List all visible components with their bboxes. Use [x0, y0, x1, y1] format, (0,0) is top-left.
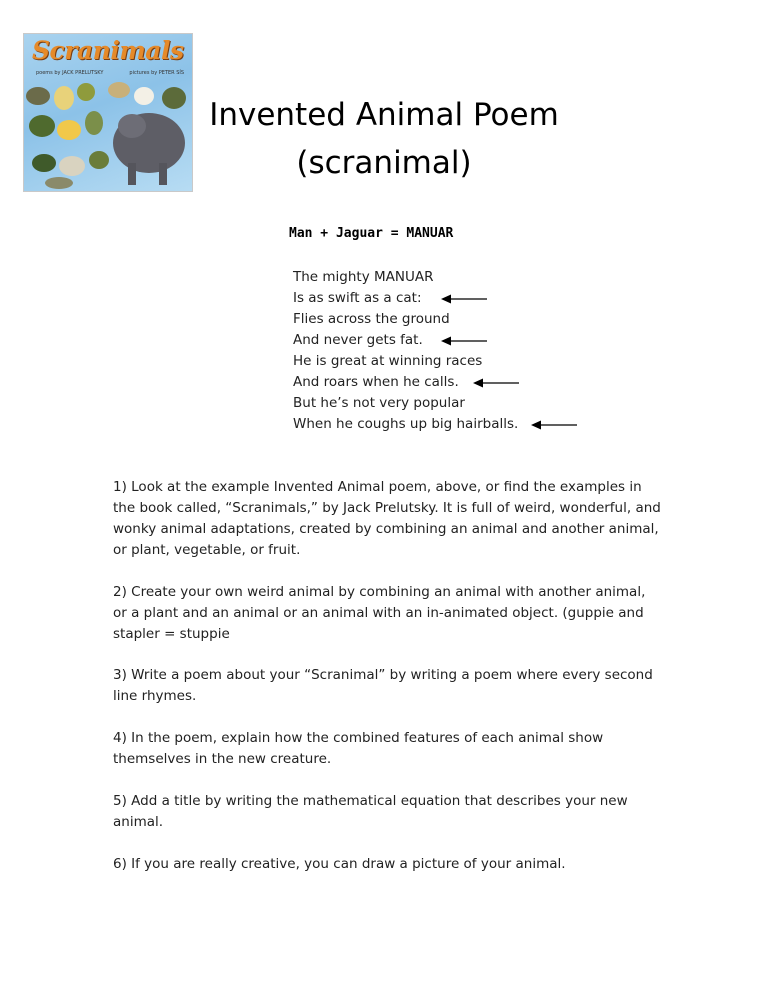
- instruction-step-4: 4) In the poem, explain how the combined features of each animal show themselves in the new creature.: [113, 730, 604, 767]
- poem-line-text: He is great at winning races: [293, 353, 483, 369]
- left-arrow-icon: [441, 294, 487, 304]
- page-subtitle: (scranimal): [296, 145, 472, 181]
- poem-line-text: And roars when he calls.: [293, 374, 459, 390]
- poem-line: [293, 289, 518, 310]
- book-cover-title: Scranimals: [32, 36, 184, 65]
- poem-line: [293, 268, 518, 289]
- instruction-step-5: 5) Add a title by writing the mathematical equation that describes your new animal.: [113, 793, 628, 830]
- poem-line: [293, 331, 518, 352]
- poem-line: [293, 415, 518, 436]
- example-poem: [293, 268, 518, 436]
- cover-illustrator-credit: pictures by PETER SÍS: [129, 70, 185, 76]
- poem-line-text: When he coughs up big hairballs.: [293, 416, 519, 432]
- left-arrow-icon: [441, 336, 487, 346]
- poem-line-text: Flies across the ground: [293, 311, 450, 327]
- left-arrow-icon: [473, 378, 519, 388]
- page-title: Invented Animal Poem: [209, 97, 559, 133]
- poem-line-text: The mighty MANUAR: [293, 269, 434, 285]
- instruction-step-3: 3) Write a poem about your “Scranimal” by writing a poem where every second line rhymes.: [113, 667, 653, 704]
- instruction-step-6: 6) If you are really creative, you can draw a picture of your animal.: [113, 856, 566, 872]
- instruction-step-1: 1) Look at the example Invented Animal poem, above, or find the examples in the book called, “Scranimals,” by Jack Prelutsky. It is full of weird, wonderful, and wonky animal adaptations, created by combining an animal and another animal, or plant, vegetable, or fruit.: [113, 479, 661, 558]
- poem-line: [293, 394, 518, 415]
- poem-title-equation: Man + Jaguar = MANUAR: [289, 226, 454, 241]
- instruction-step-2: 2) Create your own weird animal by combining an animal with another animal, or a plant and an animal or an animal with an in-animated object. (guppie and stapler = stuppie: [113, 584, 646, 642]
- book-cover-credits: [36, 70, 193, 76]
- poem-line-text: But he’s not very popular: [293, 395, 465, 411]
- poem-line: [293, 352, 518, 373]
- poem-line-text: And never gets fat.: [293, 332, 423, 348]
- poem-line: [293, 310, 518, 331]
- poem-line-text: Is as swift as a cat:: [293, 290, 422, 306]
- cover-author-credit: poems by JACK PRELUTSKY: [36, 70, 104, 76]
- left-arrow-icon: [531, 420, 577, 430]
- poem-line: [293, 373, 518, 394]
